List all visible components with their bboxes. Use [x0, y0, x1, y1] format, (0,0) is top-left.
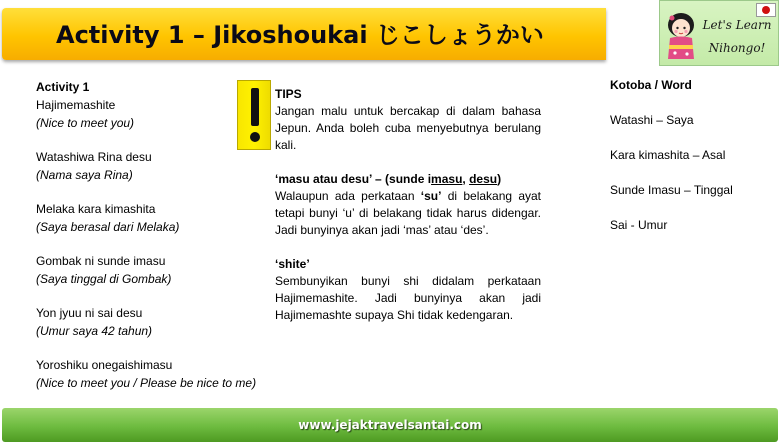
- tips-block: [275, 86, 541, 154]
- masu-desu-block: [275, 171, 541, 239]
- word-item: Sai - Umur: [610, 218, 668, 232]
- shite-heading: ‘shite’: [275, 257, 310, 271]
- word-item: Watashi – Saya: [610, 113, 694, 127]
- phrase-translation: (Umur saya 42 tahun): [36, 324, 153, 338]
- phrase-japanese: Gombak ni sunde imasu: [36, 254, 166, 268]
- tips-section: [275, 86, 541, 341]
- phrase-item: [36, 148, 296, 184]
- website-link[interactable]: www.jejaktravelsantai.com: [298, 418, 482, 432]
- phrase-japanese: Yoroshiku onegaishimasu: [36, 358, 173, 372]
- phrase-translation: (Saya tinggal di Gombak): [36, 272, 172, 286]
- shite-block: [275, 256, 541, 324]
- shite-text: Sembunyikan bunyi shi didalam perkataan Hajimemashite. Jadi bunyinya akan jadi Hajimemashte supaya Shi tidak kedengaran.: [275, 274, 541, 322]
- logo-line-2: Nihongo!: [708, 41, 766, 55]
- phrase-japanese: Yon jyuu ni sai desu: [36, 306, 143, 320]
- page-title: Activity 1 – Jikoshoukai じこしょうかい: [56, 21, 544, 49]
- masu-desu-text: Walaupun ada perkataan ‘su’ di belakang ayat tetapi bunyi ‘u’ di belakang tidak harus didengar. Jadi bunyinya akan jadi ‘mas’ atau ‘des’.: [275, 189, 541, 237]
- phrase-translation: (Nice to meet you): [36, 116, 135, 130]
- masu-desu-heading: ‘masu atau desu’ – (sunde imasu, desu): [275, 172, 502, 186]
- phrase-item: [36, 252, 296, 288]
- phrase-japanese: Hajimemashite: [36, 98, 116, 112]
- phrase-japanese: Watashiwa Rina desu: [36, 150, 152, 164]
- kotoba-section: [610, 76, 775, 251]
- exclamation-warning-icon: [237, 80, 271, 150]
- tips-text: Jangan malu untuk bercakap di dalam bahasa Jepun. Anda boleh cuba menyebutnya berulang kali.: [275, 104, 541, 152]
- title-banner: [2, 8, 606, 60]
- activity-heading: Activity 1: [36, 80, 90, 94]
- phrase-item: [36, 200, 296, 236]
- word-item: Kara kimashita – Asal: [610, 148, 726, 162]
- tips-heading: TIPS: [275, 87, 302, 101]
- kokeshi-doll-icon: [664, 11, 698, 61]
- lets-learn-nihongo-logo: [659, 0, 779, 66]
- phrase-item: [36, 304, 296, 340]
- phrase-translation: (Nama saya Rina): [36, 168, 133, 182]
- kotoba-heading: Kotoba / Word: [610, 78, 692, 92]
- logo-text: [700, 14, 774, 60]
- logo-line-1: Let's Learn: [702, 18, 772, 32]
- phrase-translation: (Saya berasal dari Melaka): [36, 220, 180, 234]
- phrase-japanese: Melaka kara kimashita: [36, 202, 156, 216]
- word-item: Sunde Imasu – Tinggal: [610, 183, 733, 197]
- phrase-item: [36, 356, 296, 392]
- phrase-translation: (Nice to meet you / Please be nice to me): [36, 376, 257, 390]
- footer-bar: [2, 408, 778, 442]
